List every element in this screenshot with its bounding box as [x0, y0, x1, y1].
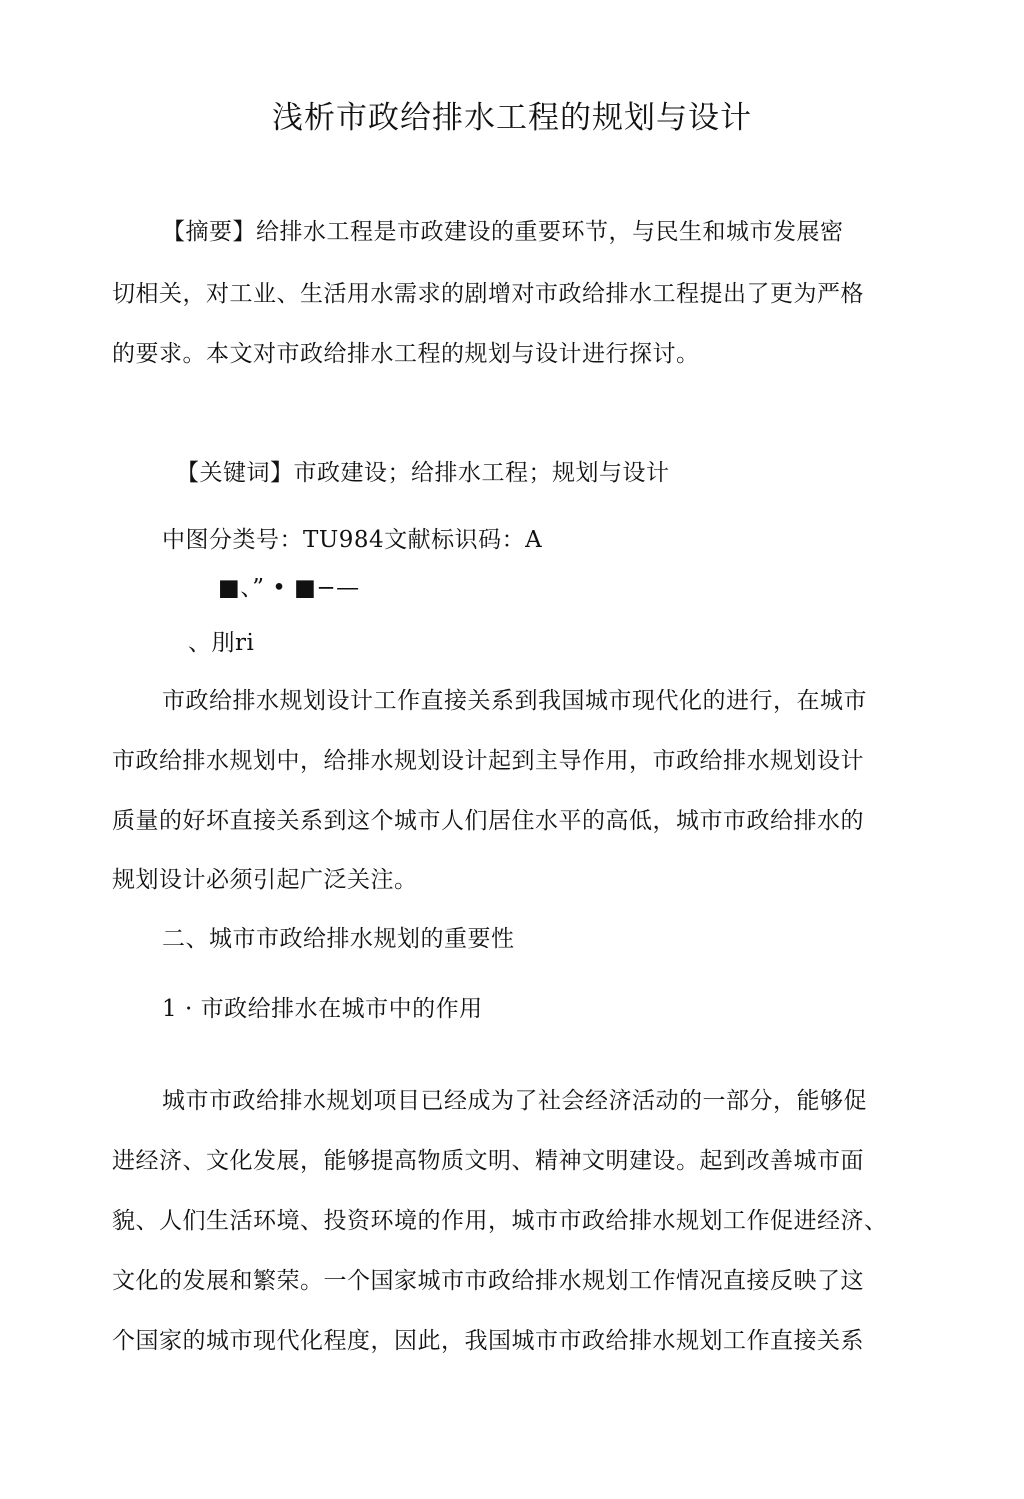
paragraph-line: 规划设计必须引起广泛关注。 [112, 867, 418, 893]
abstract-line: 的要求。本文对市政给排水工程的规划与设计进行探讨。 [112, 341, 700, 367]
paragraph-line: 市政给排水规划中，给排水规划设计起到主导作用，市政给排水规划设计 [112, 748, 864, 774]
abstract-line: 【摘要】给排水工程是市政建设的重要环节，与民生和城市发展密 [162, 219, 844, 245]
classification-line: 中图分类号：TU984文献标识码：A [162, 527, 543, 553]
subsection-heading: 1 · 市政给排水在城市中的作用 [162, 996, 483, 1022]
paragraph-line: 貌、人们生活环境、投资环境的作用，城市市政给排水规划工作促进经济、 [112, 1208, 888, 1234]
paragraph-line: 进经济、文化发展，能够提高物质文明、精神文明建设。起到改善城市面 [112, 1148, 864, 1174]
abstract-line: 切相关，对工业、生活用水需求的剧增对市政给排水工程提出了更为严格 [112, 281, 864, 307]
paragraph-line: 文化的发展和繁荣。一个国家城市市政给排水规划工作情况直接反映了这 [112, 1268, 864, 1294]
paragraph-line: 质量的好坏直接关系到这个城市人们居住水平的高低，城市市政给排水的 [112, 808, 864, 834]
paragraph-line: 市政给排水规划设计工作直接关系到我国城市现代化的进行，在城市 [162, 688, 867, 714]
section-heading: 、刖ri [188, 630, 255, 656]
keywords-line: 【关键词】市政建设；给排水工程；规划与设计 [176, 460, 670, 486]
document-title: 浅析市政给排水工程的规划与设计 [272, 100, 752, 136]
paragraph-line: 个国家的城市现代化程度，因此，我国城市市政给排水规划工作直接关系 [112, 1328, 864, 1354]
garbled-heading-line: ■、” • ■−— [218, 575, 360, 601]
section-heading: 二、城市市政给排水规划的重要性 [162, 926, 515, 952]
paragraph-line: 城市市政给排水规划项目已经成为了社会经济活动的一部分，能够促 [162, 1088, 867, 1114]
